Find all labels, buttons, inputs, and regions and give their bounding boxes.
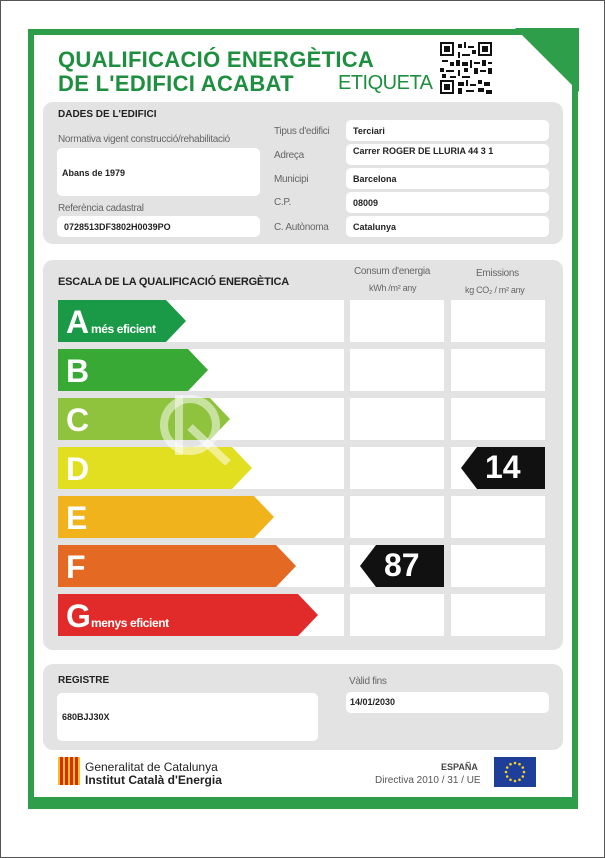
emissions-cell-g — [451, 594, 545, 636]
address-value: Carrer ROGER DE LLURIA 44 3 1 — [353, 146, 494, 156]
postal-label: C.P. — [274, 197, 291, 208]
address-label: Adreça — [274, 150, 304, 161]
type-value: Terciari — [353, 126, 385, 136]
scale-row-f — [58, 545, 344, 587]
watermark-mark-icon — [150, 385, 450, 465]
title-line2: DE L'EDIFICI ACABAT — [58, 71, 294, 96]
scale-section-title: ESCALA DE LA QUALIFICACIÓ ENERGÈTICA — [58, 276, 289, 288]
consumption-value: 87 — [384, 547, 420, 583]
region-field — [346, 216, 549, 237]
cadastral-label: Referència cadastral — [58, 203, 144, 214]
regulation-label: Normativa vigent construcció/rehabilitació — [58, 134, 230, 145]
registry-field — [57, 693, 318, 741]
emissions-cell-c — [451, 398, 545, 440]
regulation-value: Abans de 1979 — [62, 168, 126, 178]
municipality-label: Municipi — [274, 174, 309, 185]
valid-value: 14/01/2030 — [350, 697, 396, 707]
region-label: C. Autònoma — [274, 222, 329, 233]
directive-label: Directiva 2010 / 31 / UE — [375, 775, 481, 786]
emissions-value: 14 — [485, 449, 521, 485]
cadastral-value: 0728513DF3802H0039PO — [64, 222, 171, 232]
cadastral-field — [57, 216, 260, 237]
scale-row-a — [58, 300, 344, 342]
org-line1: Generalitat de Catalunya — [85, 760, 218, 774]
emissions-unit: kg CO₂ / m² any — [465, 285, 525, 295]
class-letter-b: B — [66, 353, 90, 389]
type-field — [346, 120, 549, 141]
class-letter-a: A — [66, 304, 90, 340]
class-letter-f: F — [66, 549, 86, 585]
watermark-logo — [150, 385, 450, 479]
postal-value: 08009 — [353, 198, 379, 208]
consumption-unit: kWh /m² any — [369, 283, 417, 293]
corner-fold — [515, 28, 579, 92]
generalitat-logo-icon — [58, 757, 80, 785]
emissions-cell-a — [451, 300, 545, 342]
building-section-title: DADES DE L'EDIFICI — [58, 109, 157, 120]
emissions-cell-e — [451, 496, 545, 538]
consumption-header: Consum d'energia — [354, 266, 431, 277]
postal-field — [346, 192, 549, 213]
registry-section-title: REGISTRE — [58, 675, 110, 686]
class-desc-a: més eficient — [91, 322, 156, 336]
class-letter-c: C — [66, 402, 90, 438]
eu-flag-icon — [494, 757, 536, 787]
emissions-header: Emissions — [476, 268, 519, 279]
emissions-cell-b — [451, 349, 545, 391]
valid-field — [346, 692, 549, 713]
scale-row-e — [58, 496, 344, 538]
consumption-cell-g — [350, 594, 444, 636]
region-value: Catalunya — [353, 222, 397, 232]
municipality-field — [346, 168, 549, 189]
class-letter-e: E — [66, 500, 88, 536]
class-arrow-f — [58, 545, 296, 587]
type-label: Tipus d'edifici — [274, 126, 330, 137]
scale-row-g — [58, 594, 344, 636]
address-field — [346, 144, 549, 165]
class-desc-g: menys eficient — [91, 616, 169, 630]
org-line2: Institut Català d'Energia — [85, 773, 222, 787]
class-letter-g: G — [66, 598, 91, 634]
consumption-cell-e — [350, 496, 444, 538]
title-line1: QUALIFICACIÓ ENERGÈTICA — [58, 47, 375, 72]
municipality-value: Barcelona — [353, 174, 397, 184]
class-letter-d: D — [66, 451, 90, 487]
emissions-cell-f — [451, 545, 545, 587]
qr-code-icon — [440, 42, 492, 94]
class-arrow-e — [58, 496, 274, 538]
registry-value: 680BJJ30X — [62, 712, 110, 722]
country-label: ESPAÑA — [441, 762, 478, 772]
regulation-field — [57, 148, 260, 196]
consumption-cell-a — [350, 300, 444, 342]
label-type: ETIQUETA — [338, 72, 433, 94]
valid-label: Vàlid fins — [349, 676, 387, 687]
